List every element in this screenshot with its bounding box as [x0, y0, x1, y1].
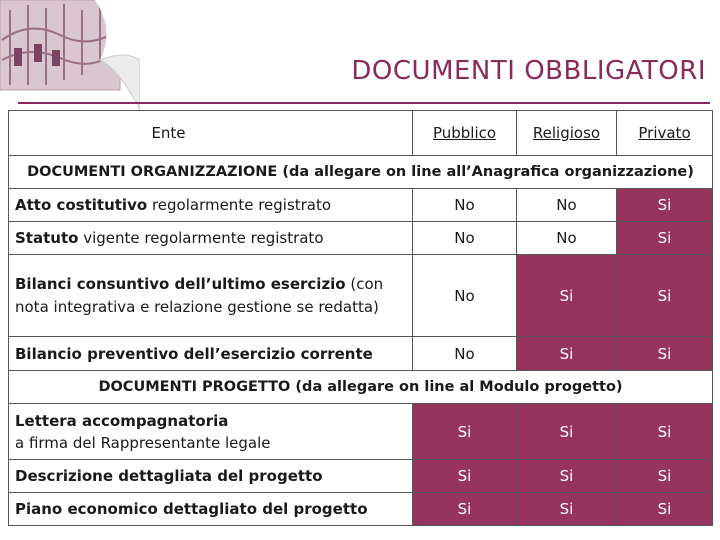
documents-table — [8, 110, 713, 526]
section-row — [9, 156, 713, 189]
decorative-building-image — [0, 0, 140, 110]
page-title: DOCUMENTI OBBLIGATORI — [351, 56, 706, 86]
table-row — [9, 189, 713, 222]
table-header-row — [9, 111, 713, 156]
value-cell: Si — [617, 404, 713, 460]
table-row — [9, 460, 713, 493]
value-cell: No — [517, 189, 617, 222]
document-label: Bilanci consuntivo dell’ultimo esercizio (con nota integrativa e relazione gestione se redatta) — [9, 255, 413, 337]
value-cell: Si — [517, 255, 617, 337]
column-header-pubblico[interactable]: Pubblico — [413, 111, 517, 156]
title-divider — [18, 102, 710, 104]
table-row — [9, 255, 713, 337]
value-cell: No — [413, 189, 517, 222]
section-row — [9, 371, 713, 404]
value-cell: Si — [413, 493, 517, 526]
table-row — [9, 404, 713, 460]
document-label: Statuto vigente regolarmente registrato — [9, 222, 413, 255]
value-cell: No — [517, 222, 617, 255]
document-label: Piano economico dettagliato del progetto — [9, 493, 413, 526]
table-row — [9, 493, 713, 526]
table-row — [9, 222, 713, 255]
document-label: Lettera accompagnatoria a firma del Rappresentante legale — [9, 404, 413, 460]
value-cell: Si — [617, 222, 713, 255]
document-label: Atto costitutivo regolarmente registrato — [9, 189, 413, 222]
value-cell: Si — [617, 460, 713, 493]
column-header-privato[interactable]: Privato — [617, 111, 713, 156]
column-header-ente: Ente — [9, 111, 413, 156]
section-title: DOCUMENTI ORGANIZZAZIONE (da allegare on line all’Anagrafica organizzazione) — [9, 156, 713, 189]
value-cell: Si — [617, 255, 713, 337]
document-label: Bilancio preventivo dell’esercizio corrente — [9, 337, 413, 371]
value-cell: No — [413, 337, 517, 371]
section-title: DOCUMENTI PROGETTO (da allegare on line al Modulo progetto) — [9, 371, 713, 404]
column-header-religioso[interactable]: Religioso — [517, 111, 617, 156]
value-cell: Si — [517, 460, 617, 493]
document-label: Descrizione dettagliata del progetto — [9, 460, 413, 493]
value-cell: Si — [617, 493, 713, 526]
value-cell: Si — [517, 404, 617, 460]
value-cell: Si — [617, 189, 713, 222]
value-cell: No — [413, 255, 517, 337]
value-cell: No — [413, 222, 517, 255]
table-row — [9, 337, 713, 371]
value-cell: Si — [413, 460, 517, 493]
value-cell: Si — [517, 337, 617, 371]
value-cell: Si — [617, 337, 713, 371]
value-cell: Si — [517, 493, 617, 526]
value-cell: Si — [413, 404, 517, 460]
